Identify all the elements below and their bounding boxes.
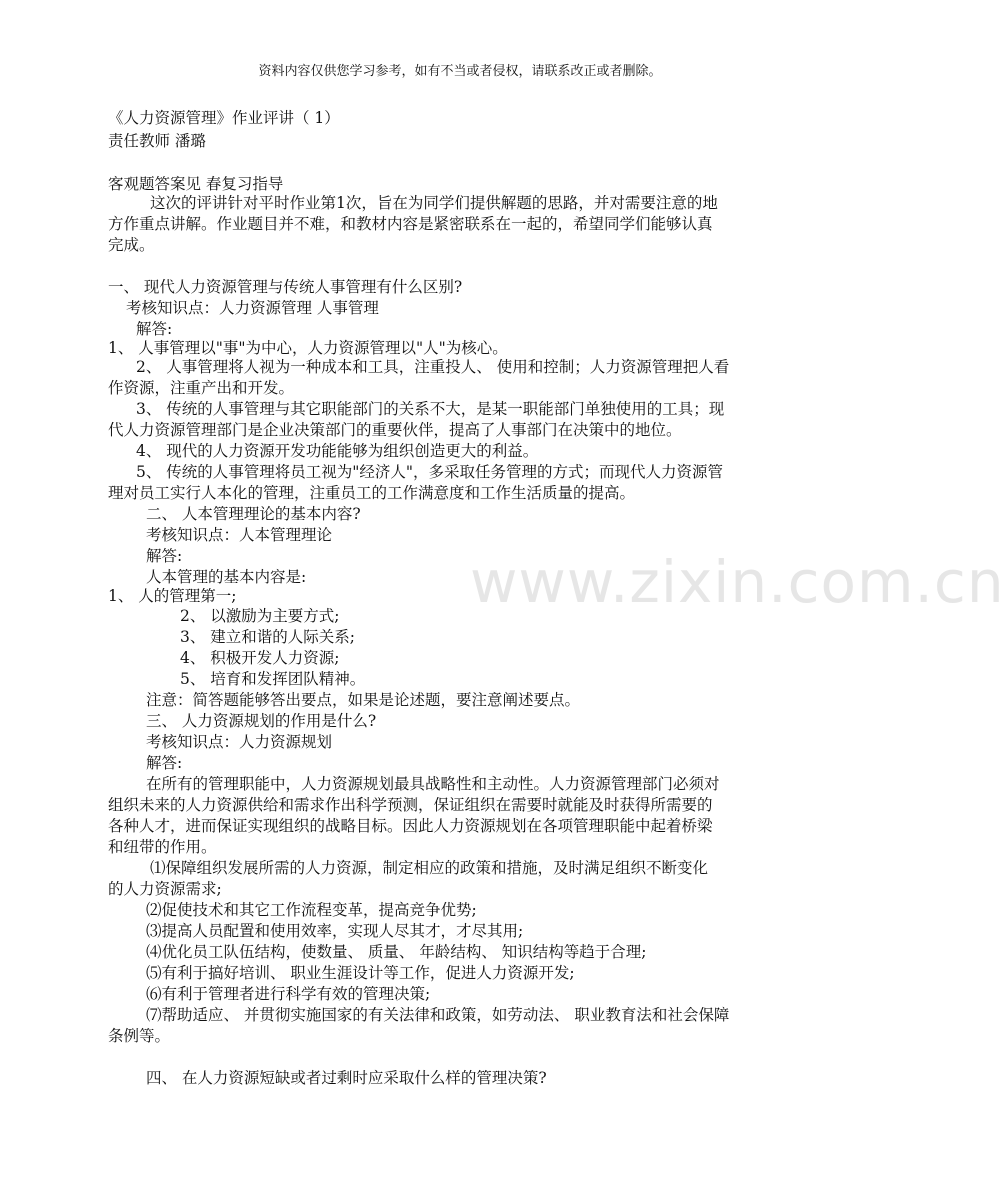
answer-item: 代人力资源管理部门是企业决策部门的重要伙伴，提高了人事部门在决策中的地位。 bbox=[108, 421, 682, 439]
question-heading: 一、 现代人力资源管理与传统人事管理有什么区别? bbox=[108, 278, 463, 296]
answer-paragraph-line: 和纽带的作用。 bbox=[108, 838, 217, 856]
answer-item: 5、 培育和发挥团队精神。 bbox=[180, 670, 366, 688]
teacher-line: 责任教师 潘璐 bbox=[108, 132, 206, 150]
answer-item: 2、 人事管理将人视为一种成本和工具，注重投人、 使用和控制；人力资源管理把人看 bbox=[136, 358, 730, 376]
intro-paragraph-line: 这次的评讲针对平时作业第1次，旨在为同学们提供解题的思路，并对需要注意的地 bbox=[150, 194, 718, 212]
answer-item: 作资源，注重产出和开发。 bbox=[108, 379, 295, 397]
answer-paragraph-line: 组织未来的人力资源供给和需求作出科学预测，保证组织在需要时就能及时获得所需要的 bbox=[108, 796, 713, 814]
knowledge-point: 考核知识点：人力资源规划 bbox=[146, 733, 333, 751]
answer-paragraph-line: 各种人才，进而保证实现组织的战略目标。因此人力资源规划在各项管理职能中起着桥梁 bbox=[108, 817, 713, 835]
answer-item: 的人力资源需求; bbox=[108, 880, 222, 898]
answer-item: ⑴保障组织发展所需的人力资源，制定相应的政策和措施，及时满足组织不断变化 bbox=[150, 859, 709, 877]
intro-paragraph-line: 方作重点讲解。作业题目并不难，和教材内容是紧密联系在一起的，希望同学们能够认真 bbox=[108, 215, 713, 233]
copyright-note: 资料内容仅供您学习参考，如有不当或者侵权，请联系改正或者删除。 bbox=[258, 64, 662, 79]
answer-item: 3、 建立和谐的人际关系; bbox=[180, 628, 356, 646]
answer-label: 解答: bbox=[146, 547, 183, 565]
answer-item: ⑷优化员工队伍结构，使数量、 质量、 年龄结构、 知识结构等趋于合理; bbox=[146, 943, 647, 961]
answer-item: 条例等。 bbox=[108, 1027, 171, 1045]
answer-item: 1、 人的管理第一; bbox=[108, 587, 237, 605]
answer-item: ⑺帮助适应、 并贯彻实施国家的有关法律和政策，如劳动法、 职业教育法和社会保障 bbox=[146, 1006, 730, 1024]
question-heading: 二、 人本管理理论的基本内容? bbox=[146, 505, 361, 523]
answer-item: 1、 人事管理以"事"为中心，人力资源管理以"人"为核心。 bbox=[108, 339, 508, 357]
answer-item: 4、 积极开发人力资源; bbox=[180, 649, 340, 667]
question-heading: 三、 人力资源规划的作用是什么? bbox=[146, 712, 377, 730]
answer-item: 2、 以激励为主要方式; bbox=[180, 607, 340, 625]
knowledge-point: 考核知识点：人力资源管理 人事管理 bbox=[126, 299, 379, 317]
answer-item: 理对员工实行人本化的管理，注重员工的工作满意度和工作生活质量的提高。 bbox=[108, 484, 636, 502]
answer-label: 解答: bbox=[146, 754, 183, 772]
watermark: www.zixin.com.cn bbox=[470, 548, 1005, 616]
answer-item: ⑹有利于管理者进行科学有效的管理决策; bbox=[146, 985, 431, 1003]
answer-item: 4、 现代的人力资源开发功能能够为组织创造更大的利益。 bbox=[136, 442, 539, 460]
answer-item: ⑶提高人员配置和使用效率，实现人尽其才，才尽其用; bbox=[146, 922, 524, 940]
note-line: 注意：简答题能够答出要点，如果是论述题，要注意阐述要点。 bbox=[146, 691, 581, 709]
answer-text: 人本管理的基本内容是: bbox=[146, 568, 307, 586]
answer-item: ⑵促使技术和其它工作流程变革，提高竞争优势; bbox=[146, 901, 477, 919]
document-title: 《人力资源管理》作业评讲（ 1） bbox=[108, 109, 340, 127]
question-heading: 四、 在人力资源短缺或者过剩时应采取什么样的管理决策? bbox=[146, 1069, 547, 1087]
answer-item: 5、 传统的人事管理将员工视为"经济人"，多采取任务管理的方式；而现代人力资源管 bbox=[136, 463, 724, 481]
answer-label: 解答: bbox=[136, 320, 173, 338]
answer-item: ⑸有利于搞好培训、 职业生涯设计等工作，促进人力资源开发; bbox=[146, 964, 575, 982]
answer-paragraph-line: 在所有的管理职能中，人力资源规划最具战略性和主动性。人力资源管理部门必须对 bbox=[146, 775, 720, 793]
objective-answer-note: 客观题答案见 春复习指导 bbox=[108, 175, 284, 193]
answer-item: 3、 传统的人事管理与其它职能部门的关系不大，是某一职能部门单独使用的工具；现 bbox=[136, 400, 725, 418]
knowledge-point: 考核知识点：人本管理理论 bbox=[146, 526, 333, 544]
intro-paragraph-line: 完成。 bbox=[108, 236, 155, 254]
